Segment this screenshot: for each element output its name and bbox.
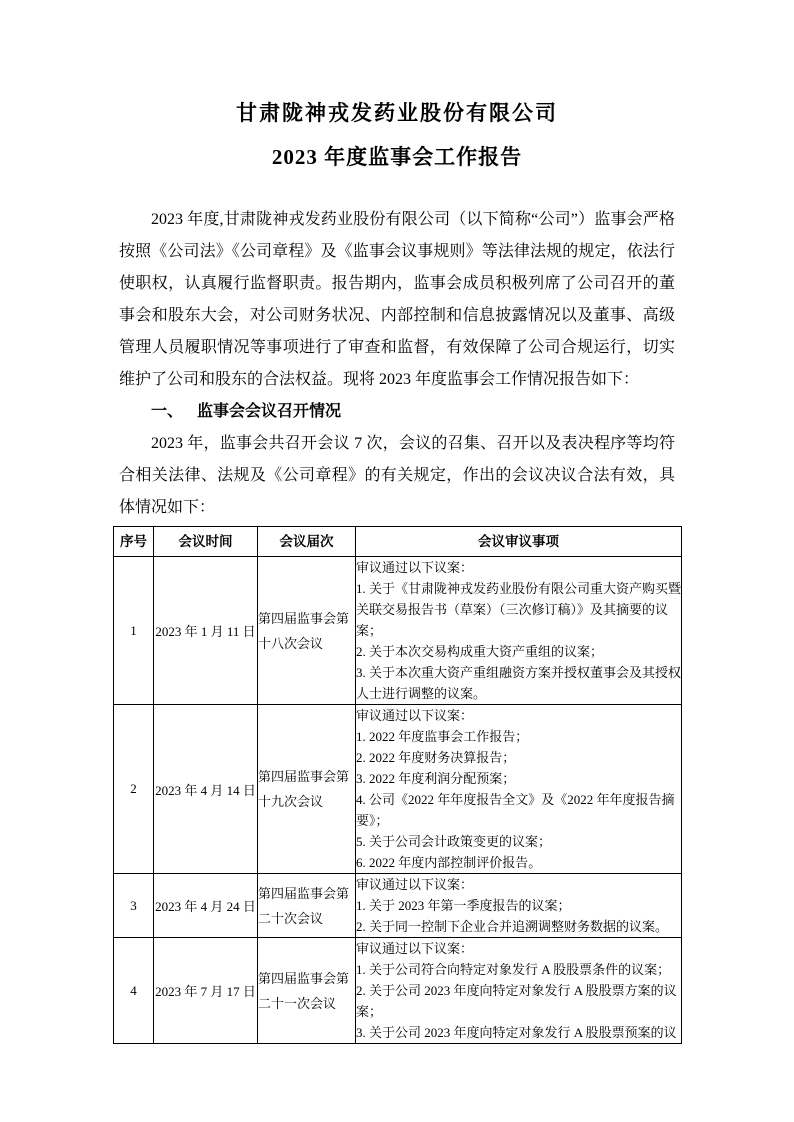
- cell-items: [356, 874, 682, 938]
- cell-date: 2023 年 4 月 24 日: [154, 874, 258, 938]
- agenda-item: 2. 关于公司 2023 年度向特定对象发行 A 股股票方案的议案；: [356, 983, 677, 1019]
- cell-session: 第四届监事会第十八次会议: [258, 557, 356, 705]
- cell-seq: 1: [114, 557, 154, 705]
- col-header-session: 会议届次: [258, 527, 356, 557]
- table-header-row: [114, 527, 682, 557]
- cell-date: 2023 年 7 月 17 日: [154, 938, 258, 1044]
- meetings-table: [113, 526, 682, 1044]
- agenda-item: 2. 关于同一控制下企业合并追溯调整财务数据的议案。: [356, 919, 669, 934]
- cell-items: [356, 705, 682, 874]
- table-row: [114, 557, 682, 705]
- meetings-paragraph: 2023 年，监事会共召开会议 7 次，会议的召集、召开以及表决程序等均符合相关法律、法规及《公司章程》的有关规定，作出的会议决议合法有效，具体情况如下：: [119, 435, 675, 516]
- table-row: [114, 705, 682, 874]
- agenda-item: 审议通过以下议案：: [356, 941, 474, 956]
- agenda-item: 审议通过以下议案：: [356, 708, 474, 723]
- agenda-item: 审议通过以下议案：: [356, 560, 474, 575]
- agenda-item: 1. 2022 年度监事会工作报告；: [356, 729, 529, 744]
- col-header-date: 会议时间: [154, 527, 258, 557]
- cell-session: 第四届监事会第二十次会议: [258, 874, 356, 938]
- intro-paragraph: 2023 年度,甘肃陇神戎发药业股份有限公司（以下简称“公司”）监事会严格按照《公司法》《公司章程》及《监事会议事规则》等法律法规的规定，依法行使职权，认真履行监督职责。报告期内，监事会成员积极列席了公司召开的董事会和股东大会，对公司财务状况、内部控制和信息披露情况以及董事、高级管理人员履职情况等事项进行了审查和监督，有效保障了公司合规运行，切实维护了公司和股东的合法权益。现将 2023 年度监事会工作情况报告如下：: [119, 211, 675, 388]
- table-row: [114, 938, 682, 1044]
- cell-seq: 4: [114, 938, 154, 1044]
- table-row: [114, 874, 682, 938]
- section-number: 一、: [151, 403, 184, 420]
- agenda-item: 审议通过以下议案：: [356, 877, 474, 892]
- cell-session: 第四届监事会第十九次会议: [258, 705, 356, 874]
- agenda-item: 2. 关于本次交易构成重大资产重组的议案；: [356, 644, 604, 659]
- cell-date: 2023 年 4 月 14 日: [154, 705, 258, 874]
- cell-items: [356, 938, 682, 1044]
- doc-subtitle: 2023 年度监事会工作报告: [271, 145, 523, 169]
- agenda-item: 1. 关于 2023 年第一季度报告的议案；: [356, 898, 571, 913]
- section-heading: [119, 396, 675, 428]
- col-header-items: 会议审议事项: [356, 527, 682, 557]
- agenda-item: 1. 关于公司符合向特定对象发行 A 股股票条件的议案；: [356, 962, 671, 977]
- agenda-item: 3. 关于本次重大资产重组融资方案并授权董事会及其授权人士进行调整的议案。: [356, 665, 682, 701]
- agenda-item: 1. 关于《甘肃陇神戎发药业股份有限公司重大资产购买暨关联交易报告书（草案）（三次修订稿）》及其摘要的议案；: [356, 581, 682, 638]
- cell-items: [356, 557, 682, 705]
- cell-date: 2023 年 1 月 11 日: [154, 557, 258, 705]
- agenda-item: 2. 2022 年度财务决算报告；: [356, 750, 516, 765]
- agenda-item: 3. 2022 年度利润分配预案；: [356, 771, 516, 786]
- cell-session: 第四届监事会第二十一次会议: [258, 938, 356, 1044]
- agenda-item: 4. 公司《2022 年年度报告全文》及《2022 年年度报告摘要》；: [356, 792, 675, 828]
- agenda-item: 5. 关于公司会计政策变更的议案；: [356, 834, 552, 849]
- agenda-item: 6. 2022 年度内部控制评价报告。: [356, 855, 542, 870]
- cell-seq: 3: [114, 874, 154, 938]
- section-title: 监事会会议召开情况: [197, 403, 342, 420]
- doc-title: 甘肃陇神戎发药业股份有限公司: [236, 101, 558, 125]
- agenda-item: 3. 关于公司 2023 年度向特定对象发行 A 股股票预案的议: [356, 1025, 677, 1040]
- col-header-seq: 序号: [114, 527, 154, 557]
- cell-seq: 2: [114, 705, 154, 874]
